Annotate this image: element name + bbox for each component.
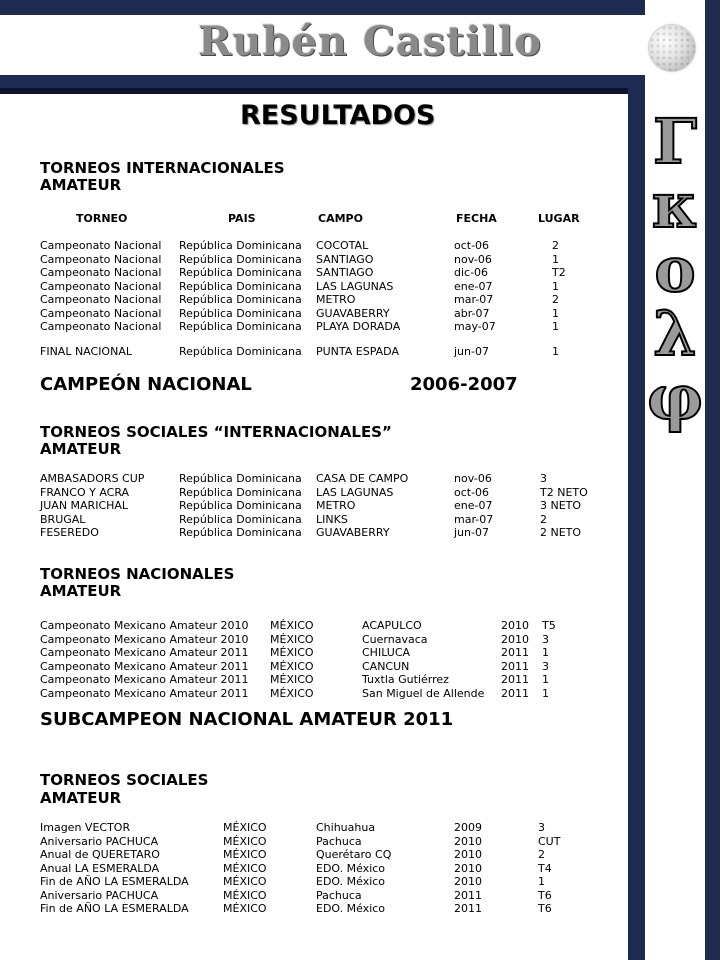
table-cell: METRO — [316, 293, 356, 306]
section-subtitle: AMATEUR — [40, 789, 122, 807]
table-cell: MÉXICO — [270, 659, 314, 673]
table-cell: 2 — [552, 239, 559, 252]
table-cell: 3 — [540, 472, 547, 485]
table-cell: ene-07 — [454, 499, 493, 512]
header-divider-shadow — [0, 88, 628, 94]
column-header: FECHA — [456, 212, 497, 225]
table-cell: 2011 — [501, 673, 529, 686]
table-cell: 3 — [542, 632, 549, 646]
table-cell: ACAPULCO — [362, 619, 422, 632]
table-cell: Aniversario PACHUCA — [40, 834, 159, 848]
header-name: Rubén Castillo — [198, 18, 542, 65]
table-cell: 2010 — [501, 619, 529, 632]
table-cell: oct-06 — [454, 239, 490, 252]
table-cell: Campeonato Mexicano Amateur 2011 — [40, 659, 249, 673]
table-cell: dic-06 — [454, 266, 489, 279]
table-cell: 2 — [540, 512, 547, 526]
greek-letter: ο — [654, 233, 696, 306]
table-cell: SANTIAGO — [316, 266, 374, 279]
table-cell: T6 — [538, 888, 552, 902]
table-cell: República Dominicana — [179, 266, 302, 279]
table-cell: LAS LAGUNAS — [316, 279, 394, 293]
table-cell: Campeonato Nacional — [40, 239, 162, 252]
table-cell: República Dominicana — [179, 472, 302, 485]
table-cell: República Dominicana — [179, 512, 302, 526]
table-cell: CHILUCA — [362, 646, 411, 659]
table-cell: abr-07 — [454, 306, 490, 320]
section-title: TORNEOS SOCIALES “INTERNACIONALES” — [40, 423, 392, 441]
table-cell: 1 — [552, 345, 559, 358]
column-header: LUGAR — [538, 212, 580, 225]
table-cell: 2010 — [501, 632, 529, 646]
table-cell: 1 — [538, 875, 545, 888]
table-cell: CUT — [538, 834, 561, 848]
table-cell: 1 — [542, 646, 549, 659]
table-cell: MÉXICO — [270, 686, 314, 700]
table-cell: ene-07 — [454, 279, 493, 293]
table-cell: MÉXICO — [223, 848, 267, 861]
table-cell: 2 — [538, 848, 545, 861]
table-cell: Imagen VECTOR — [40, 821, 131, 834]
table-cell: MÉXICO — [223, 821, 267, 834]
table-cell: 2 NETO — [540, 526, 582, 539]
table-cell: Campeonato Nacional — [40, 279, 162, 293]
table-cell: MÉXICO — [270, 619, 314, 632]
table-cell: MÉXICO — [270, 632, 314, 646]
table-cell: Querétaro CQ — [316, 848, 392, 861]
greek-letter: Γ — [652, 105, 698, 178]
table-cell: 1 — [552, 320, 559, 333]
table-cell: Campeonato Nacional — [40, 320, 162, 333]
table-cell: República Dominicana — [179, 252, 302, 266]
table-cell: nov-06 — [454, 472, 492, 485]
table-cell: T5 — [542, 619, 556, 632]
table-cell: BRUGAL — [40, 512, 86, 526]
table-cell: may-07 — [454, 320, 496, 333]
column-header: PAIS — [228, 212, 256, 225]
section-title: TORNEOS INTERNACIONALES — [40, 159, 285, 177]
table-cell: Campeonato Nacional — [40, 293, 162, 306]
table-cell: EDO. México — [316, 875, 386, 888]
table-cell: República Dominicana — [179, 526, 302, 539]
table-cell: Chihuahua — [316, 821, 376, 834]
table-cell: nov-06 — [454, 252, 492, 266]
table-cell: 2011 — [454, 902, 482, 915]
table-cell: MÉXICO — [223, 902, 267, 915]
table-cell: República Dominicana — [179, 320, 302, 333]
table-cell: 1 — [542, 673, 549, 686]
table-cell: Aniversario PACHUCA — [40, 888, 159, 902]
table-cell: 3 — [542, 659, 549, 673]
table-cell: República Dominicana — [179, 279, 302, 293]
table-cell: MÉXICO — [223, 834, 267, 848]
table-cell: T2 — [552, 266, 566, 279]
table-cell: República Dominicana — [179, 485, 302, 499]
table-cell: MÉXICO — [270, 673, 314, 686]
champion-years: 2006-2007 — [410, 374, 518, 395]
table-cell: República Dominicana — [179, 306, 302, 320]
column-header: TORNEO — [76, 212, 128, 225]
table-cell: Campeonato Mexicano Amateur 2010 — [40, 632, 249, 646]
table-cell: República Dominicana — [179, 345, 302, 358]
table-cell: Fin de AÑO LA ESMERALDA — [40, 902, 189, 915]
table-cell: 1 — [552, 252, 559, 266]
table-cell: FRANCO Y ACRA — [40, 485, 130, 499]
greek-letter: φ — [647, 361, 704, 434]
table-cell: República Dominicana — [179, 293, 302, 306]
table-cell: EDO. México — [316, 861, 386, 875]
table-cell: METRO — [316, 499, 356, 512]
column-header: CAMPO — [318, 212, 363, 225]
table-cell: 2011 — [501, 659, 529, 673]
table-cell: Fin de AÑO LA ESMERALDA — [40, 875, 189, 888]
table-cell: Campeonato Nacional — [40, 266, 162, 279]
page-title: RESULTADOS — [240, 100, 436, 131]
champion-title: CAMPEÓN NACIONAL — [40, 374, 252, 395]
table-cell: 1 — [552, 279, 559, 293]
table-cell: 2011 — [501, 686, 529, 700]
table-cell: República Dominicana — [179, 239, 302, 252]
table-cell: 2011 — [501, 646, 529, 659]
table-cell: Campeonato Mexicano Amateur 2010 — [40, 619, 249, 632]
table-cell: FINAL NACIONAL — [40, 345, 132, 358]
right-frame-bar — [628, 90, 645, 960]
table-cell: LAS LAGUNAS — [316, 485, 394, 499]
section-subtitle: AMATEUR — [40, 582, 122, 600]
table-cell: LINKS — [316, 512, 348, 526]
table-cell: GUAVABERRY — [316, 306, 390, 320]
table-cell: 2009 — [454, 821, 482, 834]
table-cell: AMBASADORS CUP — [40, 472, 145, 485]
table-cell: MÉXICO — [223, 875, 267, 888]
table-cell: Campeonato Mexicano Amateur 2011 — [40, 686, 249, 700]
table-cell: San Miguel de Allende — [362, 686, 485, 700]
table-cell: PUNTA ESPADA — [316, 345, 399, 358]
table-cell: T4 — [538, 861, 552, 875]
table-cell: Cuernavaca — [362, 632, 428, 646]
table-cell: GUAVABERRY — [316, 526, 390, 539]
table-cell: SANTIAGO — [316, 252, 374, 266]
subchampion-title: SUBCAMPEON NACIONAL AMATEUR 2011 — [40, 709, 454, 730]
table-cell: CASA DE CAMPO — [316, 472, 409, 485]
table-cell: Tuxtla Gutiérrez — [362, 673, 449, 686]
table-cell: EDO. México — [316, 902, 386, 915]
table-cell: 2 — [552, 293, 559, 306]
far-right-frame-bar — [705, 0, 720, 960]
table-cell: Campeonato Mexicano Amateur 2011 — [40, 646, 249, 659]
table-cell: 1 — [552, 306, 559, 320]
table-cell: MÉXICO — [223, 861, 267, 875]
table-cell: República Dominicana — [179, 499, 302, 512]
table-cell: Pachuca — [316, 888, 362, 902]
table-cell: COCOTAL — [316, 239, 369, 252]
greek-letter: λ — [653, 297, 697, 370]
table-cell: jun-07 — [454, 345, 489, 358]
table-cell: MÉXICO — [223, 888, 267, 902]
top-frame-bar — [0, 0, 645, 15]
table-cell: oct-06 — [454, 485, 490, 499]
table-cell: CANCUN — [362, 659, 410, 673]
table-cell: Anual LA ESMERALDA — [40, 861, 160, 875]
table-cell: Campeonato Nacional — [40, 306, 162, 320]
table-cell: PLAYA DORADA — [316, 320, 401, 333]
table-cell: FESEREDO — [40, 526, 99, 539]
table-cell: Campeonato Mexicano Amateur 2011 — [40, 673, 249, 686]
table-cell: jun-07 — [454, 526, 489, 539]
table-cell: Anual de QUERETARO — [40, 848, 160, 861]
table-cell: T6 — [538, 902, 552, 915]
greek-letters-column — [647, 105, 704, 434]
table-cell: T2 NETO — [540, 485, 588, 499]
table-cell: mar-07 — [454, 512, 494, 526]
table-cell: Pachuca — [316, 834, 362, 848]
table-cell: 3 NETO — [540, 499, 582, 512]
section-title: TORNEOS NACIONALES — [40, 565, 235, 583]
table-cell: 1 — [542, 686, 549, 700]
table-cell: MÉXICO — [270, 646, 314, 659]
table-cell: 2011 — [454, 888, 482, 902]
table-cell: Campeonato Nacional — [40, 252, 162, 266]
table-cell: 2010 — [454, 861, 482, 875]
section-subtitle: AMATEUR — [40, 176, 122, 194]
table-cell: 2010 — [454, 848, 482, 861]
section-subtitle: AMATEUR — [40, 440, 122, 458]
table-cell: JUAN MARICHAL — [40, 499, 129, 512]
golf-ball-icon — [649, 25, 695, 71]
table-cell: mar-07 — [454, 293, 494, 306]
table-cell: 2010 — [454, 875, 482, 888]
greek-letter: κ — [651, 169, 699, 242]
table-cell: 2010 — [454, 834, 482, 848]
section-title: TORNEOS SOCIALES — [40, 771, 209, 789]
table-cell: 3 — [538, 821, 545, 834]
